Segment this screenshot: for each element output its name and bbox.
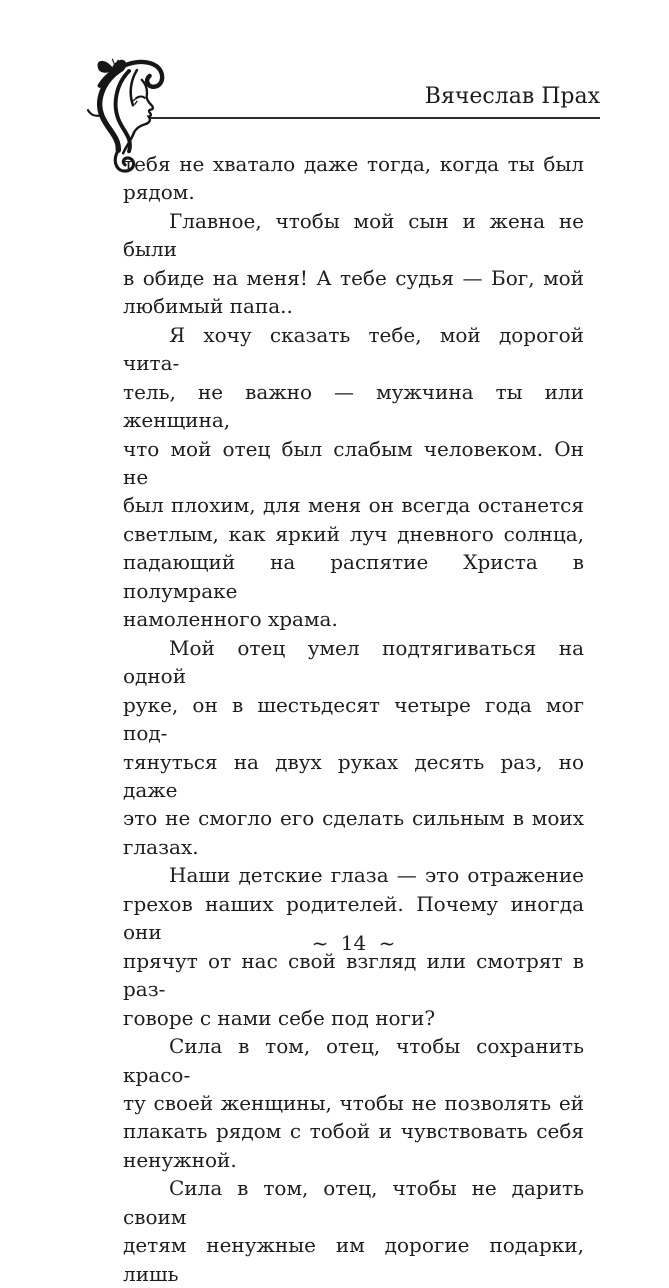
text-line: тянуться на двух руках десять раз, но даже bbox=[123, 749, 584, 802]
text-line: говоре с нами себе под ноги? bbox=[123, 1005, 436, 1030]
text-line: прячут от нас свой взгляд или смотрят в раз- bbox=[123, 948, 584, 1002]
text-line: грехов наших родителей. Почему иногда они bbox=[123, 891, 584, 945]
text-line: что мой отец был слабым человеком. Он не bbox=[123, 436, 584, 489]
text-line: ту своей женщины, чтобы не позволять ей bbox=[123, 1090, 584, 1115]
text-line: детям ненужные им дорогие подарки, лишь bbox=[123, 1233, 584, 1286]
text-line: руке, он в шестьдесят четыре года мог под- bbox=[123, 692, 584, 746]
text-line: Наши детские глаза — это отражение bbox=[169, 863, 584, 888]
paragraph bbox=[123, 321, 584, 634]
text-line: тель, не важно — мужчина ты или женщина, bbox=[123, 379, 584, 433]
page-text bbox=[123, 150, 584, 1288]
text-line: ненужной. bbox=[123, 1147, 237, 1172]
text-line: любимый папа.. bbox=[123, 294, 293, 319]
text-line: намоленного храма. bbox=[123, 607, 338, 632]
paragraph bbox=[123, 1032, 584, 1174]
text-line: Сила в том, отец, чтобы не дарить своим bbox=[123, 1176, 584, 1229]
text-line: плакать рядом с тобой и чувствовать себя bbox=[123, 1119, 584, 1144]
text-line: Я хочу сказать тебе, мой дорогой чита- bbox=[123, 322, 584, 376]
text-line: глазах. bbox=[123, 834, 199, 859]
text-line: Главное, чтобы мой сын и жена не были bbox=[123, 208, 584, 262]
text-line: в обиде на меня! А тебе судья — Бог, мой bbox=[123, 265, 584, 290]
paragraph bbox=[123, 207, 584, 321]
text-line: Мой отец умел подтягиваться на одной bbox=[123, 635, 584, 689]
header-rule bbox=[150, 117, 600, 119]
text-line: рядом. bbox=[123, 180, 195, 205]
text-line: светлым, как яркий луч дневного солнца, bbox=[123, 521, 584, 546]
paragraph bbox=[123, 1174, 584, 1288]
paragraph bbox=[123, 634, 584, 862]
author-name: Вячеслав Прах bbox=[424, 84, 600, 109]
text-line: падающий на распятие Христа в полумраке bbox=[123, 550, 584, 603]
text-line: был плохим, для меня он всегда останется bbox=[123, 493, 584, 518]
paragraph bbox=[123, 150, 584, 207]
text-line: Сила в том, отец, чтобы сохранить красо- bbox=[123, 1034, 584, 1087]
text-line: это не смогло его сделать сильным в моих bbox=[123, 806, 584, 831]
text-line: тебя не хватало даже тогда, когда ты был bbox=[123, 152, 584, 176]
page-number: ~ 14 ~ bbox=[311, 931, 396, 955]
